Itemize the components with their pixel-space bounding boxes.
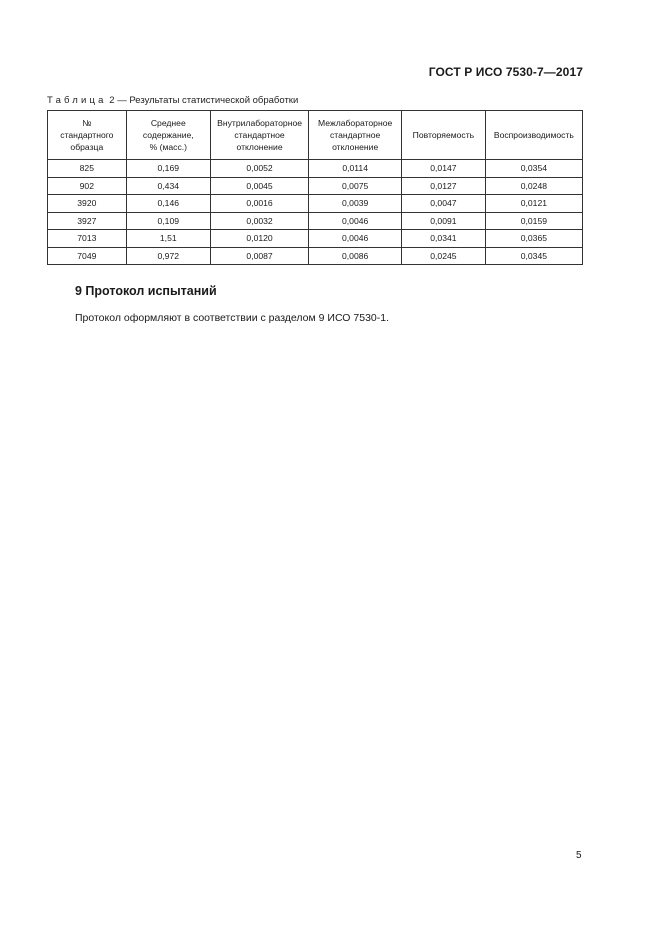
table-cell: 0,0075 <box>309 177 402 195</box>
table-cell: 3920 <box>48 195 127 213</box>
table-row <box>48 212 583 230</box>
table-cell: 0,0127 <box>402 177 486 195</box>
table-cell: 7049 <box>48 247 127 265</box>
table-row <box>48 177 583 195</box>
column-header-reproducibility: Воспроизводимость <box>485 111 582 160</box>
table-cell: 0,0052 <box>210 160 308 178</box>
table-cell: 0,0245 <box>402 247 486 265</box>
column-header-between-lab-sd: Межлабораторное стандартное отклонение <box>309 111 402 160</box>
table-cell: 0,0147 <box>402 160 486 178</box>
table-cell: 0,0032 <box>210 212 308 230</box>
table-cell: 0,0354 <box>485 160 582 178</box>
table-cell: 0,0045 <box>210 177 308 195</box>
table-cell: 0,0046 <box>309 230 402 248</box>
table-cell: 0,109 <box>126 212 210 230</box>
table-cell: 0,0121 <box>485 195 582 213</box>
document-code: ГОСТ Р ИСО 7530-7—2017 <box>428 65 583 79</box>
column-header-mean-content: Среднее содержание, % (масс.) <box>126 111 210 160</box>
column-header-repeatability: Повторяемость <box>402 111 486 160</box>
table-cell: 0,0345 <box>485 247 582 265</box>
table-caption <box>47 95 298 106</box>
table-cell: 0,0087 <box>210 247 308 265</box>
results-table <box>47 110 583 265</box>
table-cell: 0,0091 <box>402 212 486 230</box>
table-cell: 0,0047 <box>402 195 486 213</box>
table-cell: 0,0120 <box>210 230 308 248</box>
table-cell: 1,51 <box>126 230 210 248</box>
table-cell: 0,0114 <box>309 160 402 178</box>
table-cell: 825 <box>48 160 127 178</box>
table-cell: 0,0086 <box>309 247 402 265</box>
table-caption-word: Таблица <box>47 95 107 106</box>
table-row <box>48 230 583 248</box>
table-cell: 0,0039 <box>309 195 402 213</box>
table-cell: 0,0365 <box>485 230 582 248</box>
table-cell: 0,0159 <box>485 212 582 230</box>
section-text: Протокол оформляют в соответствии с разделом 9 ИСО 7530-1. <box>75 312 390 324</box>
table-cell: 0,434 <box>126 177 210 195</box>
table-cell: 7013 <box>48 230 127 248</box>
table-caption-text: 2 — Результаты статистической обработки <box>109 95 299 106</box>
table-cell: 0,146 <box>126 195 210 213</box>
table-cell: 0,0046 <box>309 212 402 230</box>
table-header-row <box>48 111 583 160</box>
table-cell: 0,0341 <box>402 230 486 248</box>
table-row <box>48 160 583 178</box>
column-header-within-lab-sd: Внутрилабораторное стандартное отклонение <box>210 111 308 160</box>
table-cell: 3927 <box>48 212 127 230</box>
table-cell: 0,0016 <box>210 195 308 213</box>
table-body <box>48 160 583 265</box>
table-row <box>48 247 583 265</box>
table-cell: 0,972 <box>126 247 210 265</box>
table-row <box>48 195 583 213</box>
column-header-sample-number: № стандартного образца <box>48 111 127 160</box>
table-cell: 0,0248 <box>485 177 582 195</box>
table-cell: 0,169 <box>126 160 210 178</box>
table-cell: 902 <box>48 177 127 195</box>
section-title: 9 Протокол испытаний <box>75 284 217 298</box>
page-number: 5 <box>576 850 582 861</box>
